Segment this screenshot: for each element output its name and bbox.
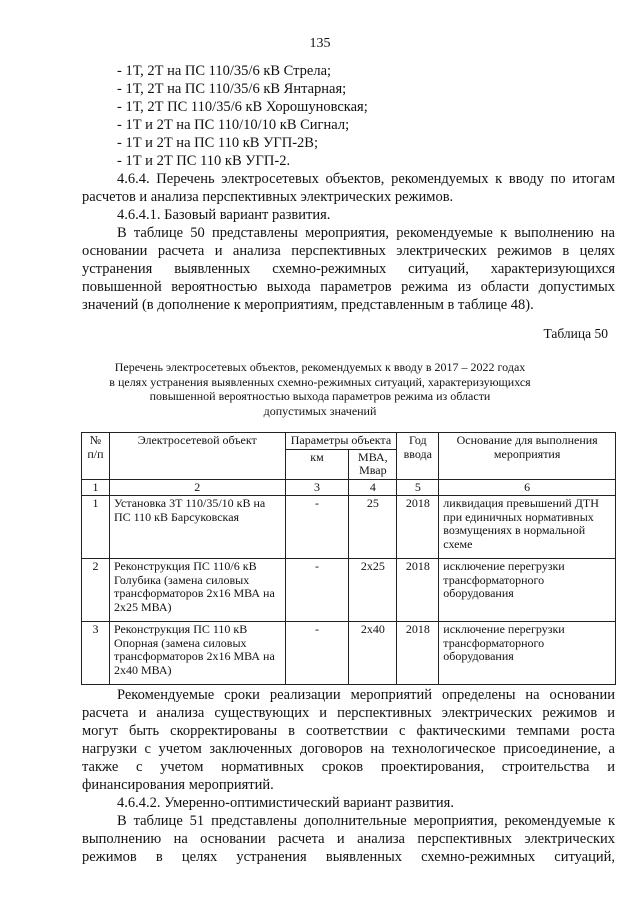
header-year: Год ввода	[397, 433, 439, 480]
header-km: км	[285, 449, 349, 479]
section-heading-464-cont: расчетов и анализа перспективных электрических режимов.	[82, 189, 454, 205]
list-item: - 1Т, 2Т на ПС 110/35/6 кВ Янтарная;	[117, 81, 347, 97]
list-item: - 1Т и 2Т на ПС 110 кВ УГП-2В;	[117, 135, 318, 151]
header-mva: МВА, Мвар	[349, 449, 397, 479]
table-caption: допустимых значений	[263, 403, 377, 418]
row-km: -	[285, 622, 349, 685]
header-basis: Основание для выполнения мероприятия	[439, 433, 616, 480]
row-basis: исключение перегрузки трансформаторного оборудования	[439, 559, 616, 622]
paragraph-line: режимов в целях устранения выявленных схемно-режимных ситуаций,	[82, 849, 615, 865]
row-year: 2018	[397, 496, 439, 559]
table-row	[82, 622, 616, 685]
paragraph-line: значений (в дополнение к мероприятиям, представленным в таблице 48).	[82, 297, 534, 313]
row-km: -	[285, 559, 349, 622]
table-label: Таблица 50	[543, 326, 608, 341]
table-caption: повышенной вероятностью выхода параметров режима из области	[149, 389, 491, 403]
paragraph-line: могут быть скорректированы в соответствии с фактическими темпами роста	[82, 723, 615, 739]
row-num: 3	[82, 622, 110, 685]
row-basis: исключение перегрузки трансформаторного оборудования	[439, 622, 616, 685]
row-object: Реконструкция ПС 110 кВ Опорная (замена силовых трансформаторов 2х16 МВА на 2х40 МВА)	[109, 622, 285, 685]
row-basis: ликвидация превышений ДТН при единичных нормативных возмущениях в нормальной схеме	[439, 496, 616, 559]
row-year: 2018	[397, 559, 439, 622]
section-heading-4641: 4.6.4.1. Базовый вариант развития.	[117, 207, 331, 223]
paragraph-line: повышенной вероятностью выхода параметров режима из области допустимых	[82, 279, 615, 295]
row-mva: 25	[349, 496, 397, 559]
paragraph-line: основании расчета и анализа перспективных электрических режимов в целях	[82, 243, 615, 259]
row-object: Реконструкция ПС 110/6 кВ Голубика (замена силовых трансформаторов 2х16 МВА на 2х25 МВА)	[109, 559, 285, 622]
column-number: 3	[285, 479, 349, 496]
paragraph-line: финансирования мероприятий.	[82, 777, 274, 793]
row-mva: 2х25	[349, 559, 397, 622]
paragraph-line: В таблице 51 представлены дополнительные мероприятия, рекомендуемые к	[117, 813, 615, 829]
table-row	[82, 559, 616, 622]
column-number: 6	[439, 479, 616, 496]
section-heading-4642: 4.6.4.2. Умеренно-оптимистический вариант развития.	[117, 795, 454, 811]
row-object: Установка 3Т 110/35/10 кВ на ПС 110 кВ Барсуковская	[109, 496, 285, 559]
measures-table	[81, 432, 616, 685]
list-item: - 1Т и 2Т ПС 110 кВ УГП-2.	[117, 153, 291, 169]
list-item: - 1Т и 2Т на ПС 110/10/10 кВ Сигнал;	[117, 117, 350, 133]
column-number-row	[82, 479, 616, 496]
list-item: - 1Т, 2Т ПС 110/35/6 кВ Хорошуновская;	[117, 99, 368, 115]
paragraph-line: устранения выявленных схемно-режимных ситуаций, характеризующихся	[82, 261, 615, 277]
paragraph-line: В таблице 50 представлены мероприятия, рекомендуемые к выполнению на	[117, 225, 615, 241]
table-caption: в целях устранения выявленных схемно-режимных ситуаций, характеризующихся	[109, 374, 531, 389]
column-number: 4	[349, 479, 397, 496]
row-mva: 2х40	[349, 622, 397, 685]
header-params: Параметры объекта	[285, 433, 397, 450]
table-caption: Перечень электросетевых объектов, рекомендуемых к вводу в 2017 – 2022 годах	[114, 360, 526, 374]
page-number: 135	[309, 36, 331, 51]
list-item: - 1Т, 2Т на ПС 110/35/6 кВ Стрела;	[117, 63, 332, 79]
paragraph-line: Рекомендуемые сроки реализации мероприятий определены на основании	[117, 687, 615, 703]
row-num: 1	[82, 496, 110, 559]
header-object: Электросетевой объект	[109, 433, 285, 480]
section-heading-464: 4.6.4. Перечень электросетевых объектов, рекомендуемых к вводу по итогам	[117, 171, 615, 187]
paragraph-line: выполнению на основании расчета и анализа перспективных электрических	[82, 831, 615, 847]
column-number: 5	[397, 479, 439, 496]
column-number: 2	[109, 479, 285, 496]
column-number: 1	[82, 479, 110, 496]
paragraph-line: также с учетом нормативных сроков проектирования, строительства и	[82, 759, 615, 775]
paragraph-line: расчета и анализа существующих и перспективных электрических режимов и	[82, 705, 615, 721]
paragraph-line: нагрузки с учетом заключенных договоров на технологическое присоединение, а	[82, 741, 615, 757]
row-year: 2018	[397, 622, 439, 685]
table-row	[82, 496, 616, 559]
header-num: № п/п	[82, 433, 110, 480]
row-km: -	[285, 496, 349, 559]
row-num: 2	[82, 559, 110, 622]
